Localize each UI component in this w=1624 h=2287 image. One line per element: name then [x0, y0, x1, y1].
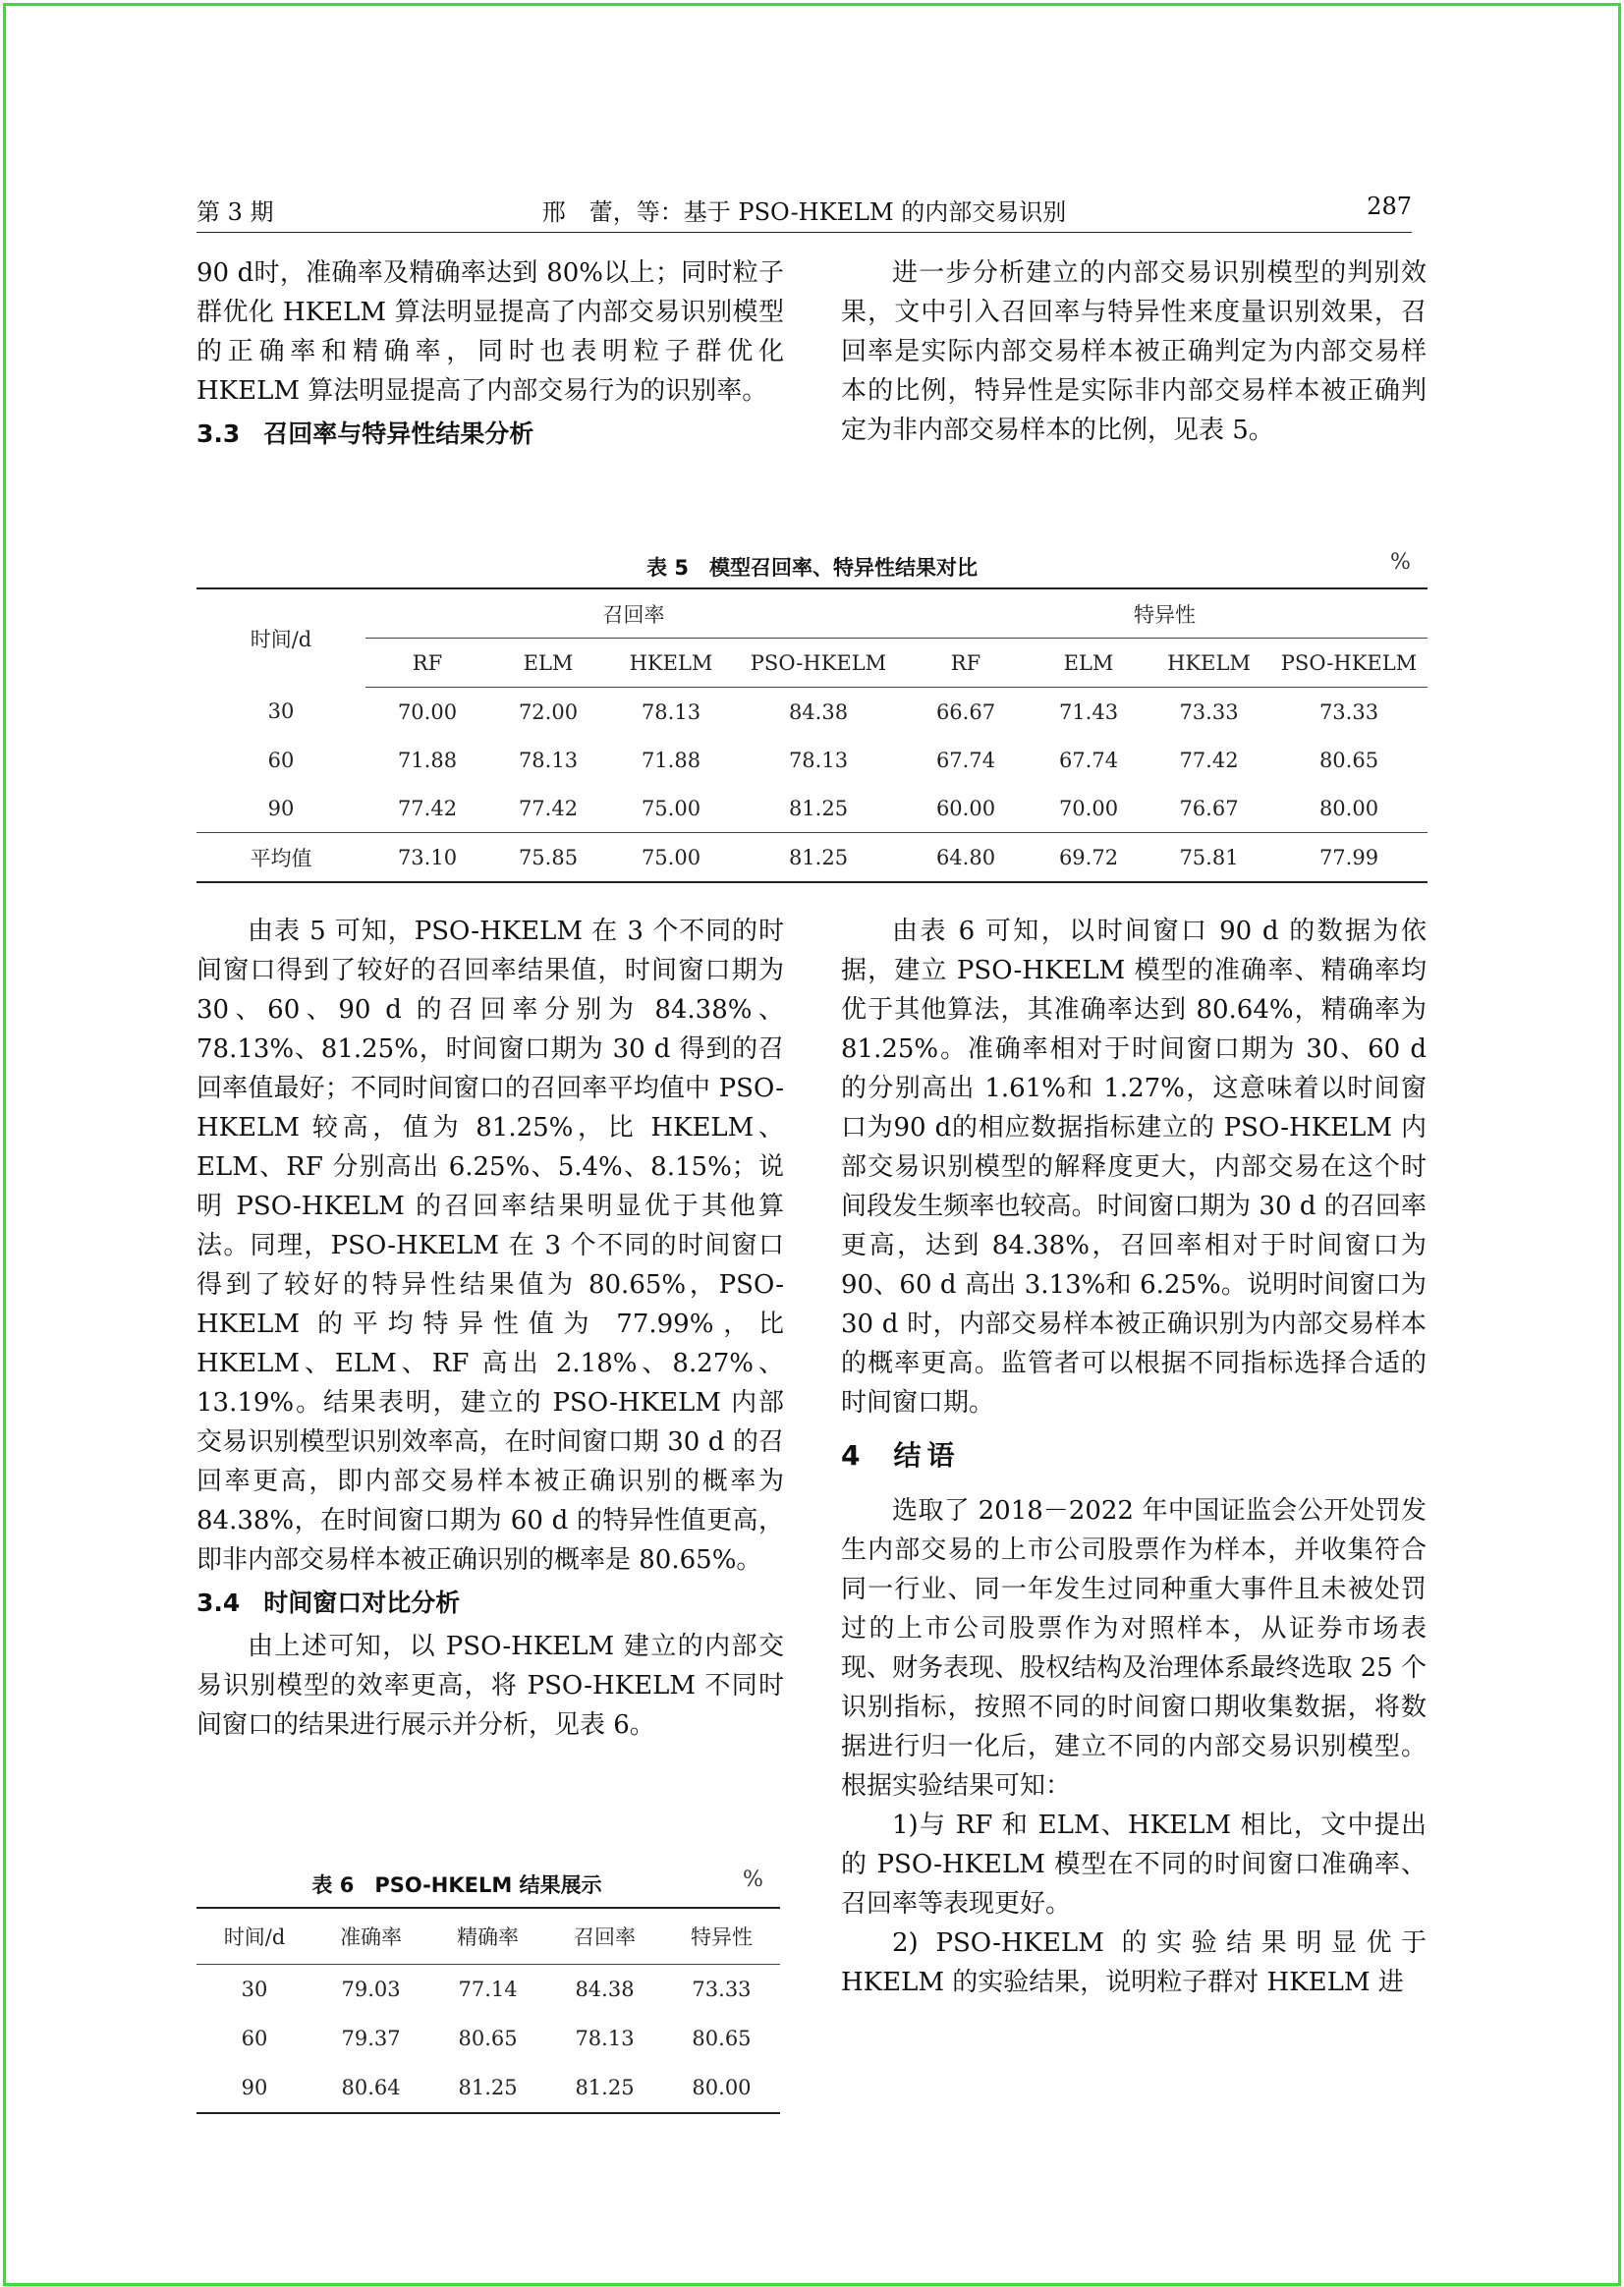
table5-group-recall: 召回率 [365, 588, 902, 639]
table-row [196, 2063, 780, 2113]
row-label: 90 [267, 796, 295, 820]
paragraph: 90 d时，准确率及精确率达到 80%以上；同时粒子群优化 HKELM 算法明显提高了内部交易识别模型的正确率和精确率，同时也表明粒子群优化 HKELM 算法明显提高了内部交易行为的识别率。 [196, 258, 784, 406]
table-cell: 84.38 [575, 1978, 635, 2001]
table-cell: 78.13 [518, 748, 579, 772]
column-header: 精确率 [429, 1908, 546, 1965]
table-cell: 76.67 [1179, 796, 1239, 820]
paragraph: 选取了 2018－2022 年中国证监会公开处罚发生内部交易的上市公司股票作为样本，并收集符合同一行业、同一年发生过同种重大事件且未被处罚过的上市公司股票作为对照样本，从证券市场表现、财务表现、股权结构及治理体系最终选取 25 个识别指标，按照不同的时间窗口期收集数据，将数据进行归一化后，建立不同的内部交易识别模型。根据实验结果可知： [841, 1496, 1427, 1801]
table5-group-specificity: 特异性 [902, 588, 1428, 639]
table-cell: 67.74 [1058, 748, 1119, 772]
table-cell: 70.00 [1058, 796, 1119, 820]
table-cell: 78.13 [788, 748, 849, 772]
column-header: HKELM [1148, 639, 1270, 688]
row-label: 30 [267, 699, 295, 724]
table-cell: 78.13 [575, 2027, 635, 2050]
column-header: PSO-HKELM [735, 639, 902, 688]
list-item: 2) PSO-HKELM 的实验结果明显优于 HKELM 的实验结果，说明粒子群对 HKELM 进 [841, 1928, 1427, 1997]
table5-unit: % [1390, 550, 1411, 575]
table-row [196, 736, 1428, 784]
column-header: RF [365, 639, 489, 688]
section-title: 召回率与特异性结果分析 [263, 419, 534, 448]
section-number: 4 [841, 1439, 867, 1472]
table-cell: 90 [241, 2076, 268, 2099]
table5-average-row [196, 833, 1428, 883]
running-title: 邢 蕾，等：基于 PSO-HKELM 的内部交易识别 [541, 198, 1067, 226]
table-cell: 77.42 [518, 796, 579, 820]
section-heading-4 [841, 1436, 1427, 1476]
table6-caption: 表 6 PSO-HKELM 结果展示 [311, 1873, 602, 1897]
table-cell: 75.00 [641, 796, 701, 820]
table6-header-row [196, 1908, 780, 1965]
lower-left-column [196, 912, 784, 1745]
running-header [196, 193, 1412, 233]
section-title: 时间窗口对比分析 [263, 1589, 461, 1617]
table-row [196, 688, 1428, 737]
column-header: ELM [1030, 639, 1148, 688]
column-header: HKELM [607, 639, 735, 688]
table-cell: 80.65 [458, 2027, 518, 2050]
table6 [196, 1907, 780, 2114]
table-cell: 60.00 [935, 796, 996, 820]
table-cell: 30 [241, 1978, 268, 2001]
table-cell: 79.03 [341, 1978, 401, 2001]
table-cell: 75.81 [1148, 833, 1270, 883]
column-header: 特异性 [663, 1908, 780, 1965]
table-cell: 77.42 [397, 796, 458, 820]
row-label: 平均值 [196, 833, 365, 883]
column-header: PSO-HKELM [1270, 639, 1428, 688]
table-cell: 79.37 [341, 2027, 401, 2050]
table-cell: 60 [241, 2027, 268, 2050]
table-cell: 81.25 [575, 2076, 635, 2099]
paragraph: 进一步分析建立的内部交易识别模型的判别效果，文中引入召回率与特异性来度量识别效果，召回率是实际内部交易样本被正确判定为内部交易样本的比例，特异性是实际非内部交易样本被正确判定为非内部交易样本的比例，见表 5。 [841, 258, 1427, 445]
table-cell: 80.00 [692, 2076, 752, 2099]
table-cell: 73.33 [1179, 699, 1239, 724]
table-cell: 71.43 [1058, 699, 1119, 724]
table-cell: 84.38 [788, 699, 849, 724]
page-number: 287 [1367, 193, 1412, 220]
table-cell: 73.33 [692, 1978, 752, 2001]
lower-right-column [841, 912, 1427, 2002]
table-cell: 73.10 [365, 833, 489, 883]
table-cell: 75.00 [607, 833, 735, 883]
table-cell: 73.33 [1318, 699, 1379, 724]
table-cell: 75.85 [489, 833, 607, 883]
table-cell: 72.00 [518, 699, 579, 724]
table-cell: 77.14 [458, 1978, 518, 2001]
table-cell: 67.74 [935, 748, 996, 772]
table-cell: 81.25 [788, 796, 849, 820]
table6-unit: % [743, 1868, 763, 1892]
section-heading-3-4 [196, 1584, 784, 1623]
paragraph: 由表 5 可知，PSO-HKELM 在 3 个不同的时间窗口得到了较好的召回率结果值，时间窗口期为 30、60、90 d 的召回率分别为 84.38%、78.13%、81.25%，时间窗口期为 30 d 得到的召回率值最好；不同时间窗口的召回率平均值中 PSO-HKELM 较高，值为 81.25%，比 HKELM、ELM、RF 分别高出 6.25%、5.4%、8.15%；说明 PSO-HKELM 的召回率结果明显优于其他算法。同理，PSO-HKELM 在 3 个不同的时间窗口得到了较好的特异性结果值为 80.65%，PSO-HKELM 的平均特异性值为 77.99%，比 HKELM、ELM、RF 高出 2.18%、8.27%、13.19%。结果表明，建立的 PSO-HKELM 内部交易识别模型识别效率高，在时间窗口期 30 d 的召回率更高，即内部交易样本被正确识别的概率为84.38%，在时间窗口期为 60 d 的特异性值更高，即非内部交易样本被正确识别的概率是 80.65%。 [196, 917, 784, 1575]
table-cell: 80.65 [1318, 748, 1379, 772]
section-number: 3.3 [196, 419, 241, 448]
table-cell: 78.13 [641, 699, 701, 724]
top-left-column [196, 253, 784, 458]
table-cell: 71.88 [641, 748, 701, 772]
table-cell: 71.88 [397, 748, 458, 772]
table5 [196, 587, 1428, 883]
table-cell: 77.42 [1179, 748, 1239, 772]
table-cell: 81.25 [458, 2076, 518, 2099]
table-cell: 80.00 [1318, 796, 1379, 820]
section-number: 3.4 [196, 1589, 241, 1617]
table-cell: 70.00 [397, 699, 458, 724]
section-heading-3-3 [196, 415, 784, 454]
table5-caption: 表 5 模型召回率、特异性结果对比 [646, 556, 978, 580]
table-row [196, 2014, 780, 2063]
table-row [196, 1965, 780, 2015]
section-title: 结语 [893, 1439, 961, 1472]
column-header: 召回率 [546, 1908, 663, 1965]
table-cell: 80.65 [692, 2027, 752, 2050]
column-header: 时间/d [196, 1908, 312, 1965]
top-right-column [841, 253, 1427, 450]
table-cell: 77.99 [1270, 833, 1428, 883]
column-header: 准确率 [312, 1908, 429, 1965]
table-cell: 69.72 [1030, 833, 1148, 883]
table-cell: 66.67 [935, 699, 996, 724]
table5-subheader-row [196, 639, 1428, 688]
paragraph: 由表 6 可知，以时间窗口 90 d 的数据为依据，建立 PSO-HKELM 模型的准确率、精确率均优于其他算法，其准确率达到 80.64%，精确率为 81.25%。准确率相对于时间窗口期为 30、60 d 的分别高出 1.61%和 1.27%，这意味着以时间窗口为90 d的相应数据指标建立的 PSO-HKELM 内部交易识别模型的解释度更大，内部交易在这个时间段发生频率也较高。时间窗口期为 30 d 的召回率更高，达到 84.38%，召回率相对于时间窗口为 90、60 d 高出 3.13%和 6.25%。说明时间窗口为 30 d 时，内部交易样本被正确识别为内部交易样本的概率更高。监管者可以根据不同指标选择合适的时间窗口期。 [841, 917, 1427, 1418]
column-header: RF [902, 639, 1030, 688]
list-item: 1)与 RF 和 ELM、HKELM 相比，文中提出的 PSO-HKELM 模型在不同的时间窗口准确率、召回率等表现更好。 [841, 1811, 1427, 1919]
table-cell: 80.64 [341, 2076, 401, 2099]
paragraph: 由上述可知，以 PSO-HKELM 建立的内部交易识别模型的效率更高，将 PSO-HKELM 不同时间窗口的结果进行展示并分析，见表 6。 [196, 1632, 784, 1740]
table-cell: 81.25 [735, 833, 902, 883]
column-header: ELM [489, 639, 607, 688]
table5-row-header: 时间/d [250, 627, 312, 651]
issue-number: 第 3 期 [196, 198, 274, 226]
row-label: 60 [267, 748, 295, 772]
table-row [196, 784, 1428, 833]
table-cell: 64.80 [902, 833, 1030, 883]
